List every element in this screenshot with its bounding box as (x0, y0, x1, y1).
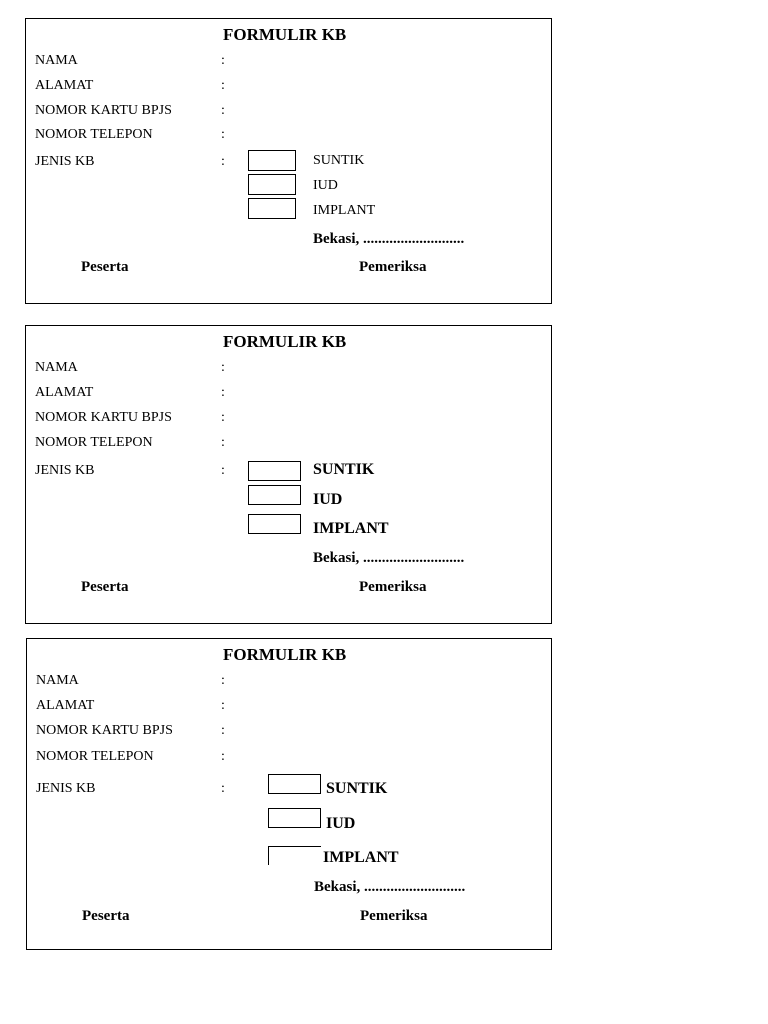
form-2 (25, 325, 552, 624)
form-1 (25, 18, 552, 304)
checkbox-suntik[interactable] (248, 150, 296, 171)
colon-alamat: : (221, 698, 225, 713)
form-title: FORMULIR KB (223, 25, 347, 44)
checkbox-implant[interactable] (268, 846, 321, 865)
colon-alamat: : (221, 385, 225, 400)
label-telepon: NOMOR TELEPON (35, 127, 153, 142)
colon-bpjs: : (221, 410, 225, 425)
option-suntik: SUNTIK (313, 153, 365, 168)
checkbox-implant[interactable] (248, 198, 296, 219)
colon-nama: : (221, 673, 225, 688)
label-jenis-kb: JENIS KB (35, 463, 95, 478)
colon-telepon: : (221, 127, 225, 142)
place-date: Bekasi, ........................... (314, 879, 466, 895)
signature-examiner: Pemeriksa (359, 259, 427, 275)
signature-participant: Peserta (81, 259, 129, 275)
label-telepon: NOMOR TELEPON (36, 749, 154, 764)
signature-participant: Peserta (82, 908, 130, 924)
checkbox-iud[interactable] (248, 174, 296, 195)
colon-telepon: : (221, 435, 225, 450)
colon-alamat: : (221, 78, 225, 93)
option-implant: IMPLANT (313, 520, 389, 537)
option-implant: IMPLANT (313, 203, 376, 218)
colon-nama: : (221, 360, 225, 375)
form-3 (26, 638, 552, 950)
label-telepon: NOMOR TELEPON (35, 435, 153, 450)
label-nama: NAMA (36, 673, 79, 688)
colon-nama: : (221, 53, 225, 68)
checkbox-implant[interactable] (248, 514, 301, 534)
checkbox-suntik[interactable] (248, 461, 301, 481)
checkbox-iud[interactable] (268, 808, 321, 828)
option-iud: IUD (313, 491, 343, 508)
label-alamat: ALAMAT (35, 385, 94, 400)
signature-participant: Peserta (81, 579, 129, 595)
label-bpjs: NOMOR KARTU BPJS (35, 410, 172, 425)
option-iud: IUD (326, 815, 356, 832)
label-bpjs: NOMOR KARTU BPJS (36, 723, 173, 738)
place-date: Bekasi, ........................... (313, 231, 465, 247)
label-alamat: ALAMAT (36, 698, 95, 713)
label-alamat: ALAMAT (35, 78, 94, 93)
option-implant: IMPLANT (323, 849, 399, 866)
colon-bpjs: : (221, 723, 225, 738)
place-date: Bekasi, ........................... (313, 550, 465, 566)
signature-examiner: Pemeriksa (359, 579, 427, 595)
colon-jenis-kb: : (221, 463, 225, 478)
option-suntik: SUNTIK (326, 780, 388, 797)
checkbox-suntik[interactable] (268, 774, 321, 794)
option-iud: IUD (313, 178, 338, 193)
checkbox-iud[interactable] (248, 485, 301, 505)
form-title: FORMULIR KB (223, 645, 347, 664)
label-jenis-kb: JENIS KB (35, 154, 95, 169)
form-title: FORMULIR KB (223, 332, 347, 351)
label-nama: NAMA (35, 53, 78, 68)
colon-telepon: : (221, 749, 225, 764)
colon-jenis-kb: : (221, 781, 225, 796)
signature-examiner: Pemeriksa (360, 908, 428, 924)
colon-bpjs: : (221, 103, 225, 118)
label-nama: NAMA (35, 360, 78, 375)
colon-jenis-kb: : (221, 154, 225, 169)
label-bpjs: NOMOR KARTU BPJS (35, 103, 172, 118)
label-jenis-kb: JENIS KB (36, 781, 96, 796)
option-suntik: SUNTIK (313, 461, 375, 478)
